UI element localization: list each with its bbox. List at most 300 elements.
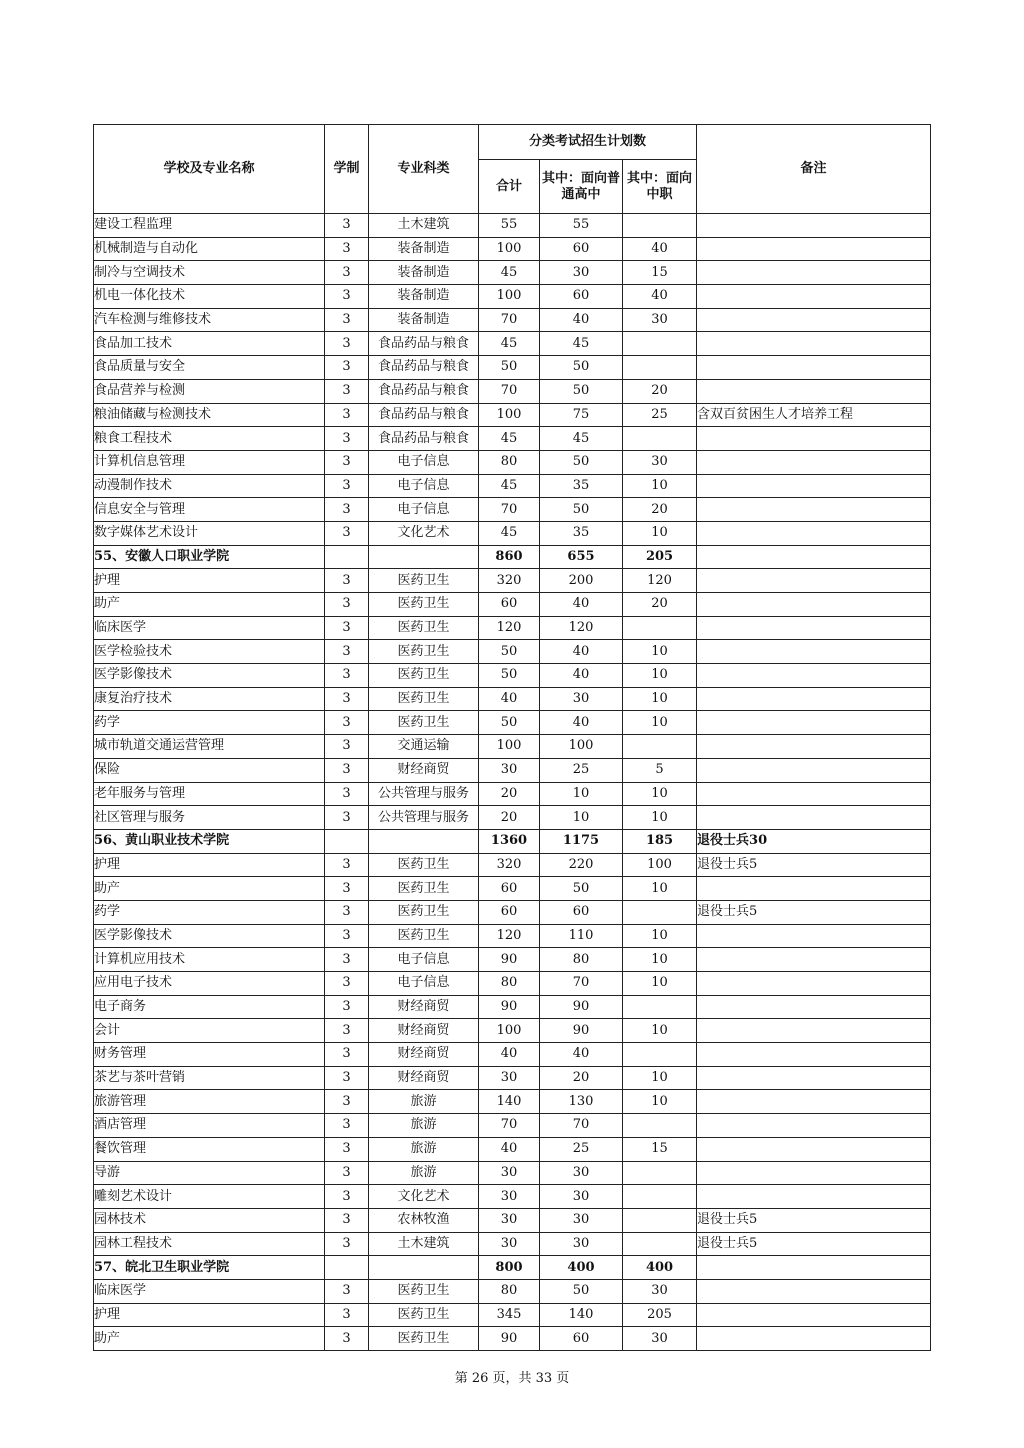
header-category: 专业科类 [369,125,479,214]
name-cell: 动漫制作技术 [94,474,325,498]
duration-cell: 3 [325,237,369,261]
vocational-cell: 10 [623,806,697,830]
vocational-cell: 10 [623,924,697,948]
note-cell [697,640,931,664]
total-cell: 100 [479,735,540,759]
duration-cell: 3 [325,735,369,759]
general-hs-cell: 50 [540,356,623,380]
name-cell: 计算机应用技术 [94,948,325,972]
general-hs-cell: 130 [540,1090,623,1114]
note-cell [697,214,931,238]
table-row [94,498,931,522]
vocational-cell: 20 [623,498,697,522]
category-cell: 医药卫生 [369,1279,479,1303]
table-row [94,1232,931,1256]
total-cell: 30 [479,1232,540,1256]
table-row [94,403,931,427]
duration-cell: 3 [325,521,369,545]
note-cell [697,1279,931,1303]
vocational-cell [623,995,697,1019]
general-hs-cell: 70 [540,1114,623,1138]
general-hs-cell: 90 [540,995,623,1019]
table-row [94,758,931,782]
table-row [94,593,931,617]
category-cell: 电子信息 [369,450,479,474]
header-total: 合计 [479,160,540,214]
table-row [94,356,931,380]
table-row [94,616,931,640]
general-hs-cell: 220 [540,853,623,877]
general-hs-cell: 50 [540,498,623,522]
general-hs-cell: 90 [540,1019,623,1043]
vocational-cell [623,356,697,380]
category-cell: 文化艺术 [369,1185,479,1209]
category-cell: 装备制造 [369,285,479,309]
name-cell: 医学影像技术 [94,924,325,948]
vocational-cell: 5 [623,758,697,782]
note-cell: 退役士兵5 [697,900,931,924]
vocational-cell: 185 [623,829,697,853]
note-cell [697,1161,931,1185]
category-cell: 医药卫生 [369,900,479,924]
general-hs-cell: 50 [540,1279,623,1303]
name-cell: 55、安徽人口职业学院 [94,545,325,569]
category-cell: 装备制造 [369,308,479,332]
note-cell [697,285,931,309]
total-cell: 320 [479,853,540,877]
vocational-cell: 120 [623,569,697,593]
general-hs-cell: 30 [540,1208,623,1232]
total-cell: 90 [479,995,540,1019]
total-cell: 45 [479,261,540,285]
table-row [94,1208,931,1232]
table-row [94,450,931,474]
note-cell [697,569,931,593]
general-hs-cell: 655 [540,545,623,569]
header-notes: 备注 [697,125,931,214]
total-cell: 60 [479,900,540,924]
total-cell: 345 [479,1303,540,1327]
duration-cell: 3 [325,593,369,617]
general-hs-cell: 40 [540,664,623,688]
category-cell: 农林牧渔 [369,1208,479,1232]
general-hs-cell: 60 [540,285,623,309]
category-cell: 财经商贸 [369,1043,479,1067]
duration-cell: 3 [325,924,369,948]
table-row [94,1327,931,1351]
note-cell [697,616,931,640]
general-hs-cell: 60 [540,900,623,924]
total-cell: 50 [479,356,540,380]
vocational-cell: 10 [623,521,697,545]
header-duration: 学制 [325,125,369,214]
duration-cell: 3 [325,1327,369,1351]
duration-cell: 3 [325,995,369,1019]
total-cell: 70 [479,379,540,403]
name-cell: 园林工程技术 [94,1232,325,1256]
general-hs-cell: 30 [540,1232,623,1256]
total-cell: 100 [479,1019,540,1043]
note-cell: 退役士兵5 [697,853,931,877]
category-cell: 医药卫生 [369,924,479,948]
category-cell: 公共管理与服务 [369,782,479,806]
duration-cell: 3 [325,948,369,972]
note-cell [697,664,931,688]
note-cell: 退役士兵30 [697,829,931,853]
name-cell: 园林技术 [94,1208,325,1232]
category-cell: 医药卫生 [369,1327,479,1351]
name-cell: 护理 [94,569,325,593]
vocational-cell: 15 [623,261,697,285]
general-hs-cell: 30 [540,261,623,285]
duration-cell [325,1256,369,1280]
table-row [94,1161,931,1185]
note-cell [697,1137,931,1161]
name-cell: 医学影像技术 [94,664,325,688]
note-cell [697,1090,931,1114]
table-row [94,427,931,451]
general-hs-cell: 30 [540,1161,623,1185]
name-cell: 信息安全与管理 [94,498,325,522]
general-hs-cell: 140 [540,1303,623,1327]
table-row [94,664,931,688]
duration-cell: 3 [325,806,369,830]
vocational-cell: 10 [623,474,697,498]
name-cell: 计算机信息管理 [94,450,325,474]
name-cell: 城市轨道交通运营管理 [94,735,325,759]
duration-cell: 3 [325,640,369,664]
duration-cell [325,545,369,569]
vocational-cell: 25 [623,403,697,427]
vocational-cell: 10 [623,972,697,996]
total-cell: 55 [479,214,540,238]
name-cell: 餐饮管理 [94,1137,325,1161]
category-cell: 电子信息 [369,948,479,972]
general-hs-cell: 40 [540,593,623,617]
table-row [94,782,931,806]
general-hs-cell: 50 [540,877,623,901]
total-cell: 90 [479,948,540,972]
total-cell: 100 [479,237,540,261]
name-cell: 机械制造与自动化 [94,237,325,261]
table-row [94,569,931,593]
total-cell: 30 [479,1066,540,1090]
note-cell [697,1303,931,1327]
duration-cell: 3 [325,853,369,877]
name-cell: 建设工程监理 [94,214,325,238]
general-hs-cell: 400 [540,1256,623,1280]
duration-cell: 3 [325,616,369,640]
vocational-cell [623,900,697,924]
duration-cell: 3 [325,972,369,996]
vocational-cell [623,1208,697,1232]
vocational-cell: 30 [623,308,697,332]
total-cell: 30 [479,758,540,782]
name-cell: 药学 [94,711,325,735]
duration-cell: 3 [325,1185,369,1209]
general-hs-cell: 40 [540,711,623,735]
category-cell: 文化艺术 [369,521,479,545]
name-cell: 社区管理与服务 [94,806,325,830]
total-cell: 860 [479,545,540,569]
total-cell: 30 [479,1208,540,1232]
table-row [94,806,931,830]
general-hs-cell: 30 [540,1185,623,1209]
category-cell: 装备制造 [369,261,479,285]
name-cell: 护理 [94,853,325,877]
category-cell: 医药卫生 [369,853,479,877]
duration-cell: 3 [325,261,369,285]
vocational-cell: 10 [623,664,697,688]
duration-cell: 3 [325,308,369,332]
note-cell [697,972,931,996]
name-cell: 护理 [94,1303,325,1327]
vocational-cell: 10 [623,711,697,735]
vocational-cell [623,735,697,759]
note-cell [697,806,931,830]
category-cell: 财经商贸 [369,758,479,782]
note-cell [697,877,931,901]
name-cell: 医学检验技术 [94,640,325,664]
total-cell: 60 [479,593,540,617]
general-hs-cell: 35 [540,521,623,545]
vocational-cell [623,1161,697,1185]
name-cell: 助产 [94,1327,325,1351]
category-cell: 旅游 [369,1114,479,1138]
category-cell: 医药卫生 [369,687,479,711]
table-row [94,1066,931,1090]
note-cell [697,1114,931,1138]
table-row [94,853,931,877]
name-cell: 临床医学 [94,1279,325,1303]
total-cell: 320 [479,569,540,593]
header-vocational: 其中：面向中职 [623,160,697,214]
name-cell: 食品加工技术 [94,332,325,356]
category-cell [369,1256,479,1280]
vocational-cell: 30 [623,1327,697,1351]
note-cell [697,1066,931,1090]
duration-cell: 3 [325,1303,369,1327]
table-row [94,379,931,403]
duration-cell: 3 [325,1279,369,1303]
total-cell: 45 [479,427,540,451]
duration-cell: 3 [325,450,369,474]
name-cell: 粮食工程技术 [94,427,325,451]
general-hs-cell: 120 [540,616,623,640]
note-cell [697,261,931,285]
total-cell: 80 [479,450,540,474]
name-cell: 财务管理 [94,1043,325,1067]
total-cell: 100 [479,285,540,309]
table-row [94,1043,931,1067]
note-cell [697,948,931,972]
vocational-cell: 10 [623,877,697,901]
category-cell: 医药卫生 [369,640,479,664]
note-cell [697,474,931,498]
note-cell [697,995,931,1019]
note-cell: 含双百贫困生人才培养工程 [697,403,931,427]
category-cell: 医药卫生 [369,711,479,735]
name-cell: 会计 [94,1019,325,1043]
total-cell: 140 [479,1090,540,1114]
vocational-cell: 10 [623,1090,697,1114]
vocational-cell: 10 [623,782,697,806]
total-cell: 40 [479,1043,540,1067]
table-row [94,474,931,498]
vocational-cell [623,1114,697,1138]
table-row [94,285,931,309]
note-cell [697,427,931,451]
name-cell: 老年服务与管理 [94,782,325,806]
category-cell: 医药卫生 [369,1303,479,1327]
note-cell [697,735,931,759]
note-cell: 退役士兵5 [697,1208,931,1232]
vocational-cell [623,427,697,451]
header-school-major: 学校及专业名称 [94,125,325,214]
duration-cell: 3 [325,782,369,806]
table-row [94,214,931,238]
vocational-cell: 40 [623,285,697,309]
duration-cell: 3 [325,356,369,380]
note-cell [697,521,931,545]
note-cell [697,593,931,617]
note-cell [697,237,931,261]
category-cell: 医药卫生 [369,616,479,640]
duration-cell: 3 [325,1114,369,1138]
table-row [94,261,931,285]
total-cell: 1360 [479,829,540,853]
category-cell: 土木建筑 [369,214,479,238]
total-cell: 80 [479,972,540,996]
total-cell: 60 [479,877,540,901]
duration-cell: 3 [325,1208,369,1232]
name-cell: 机电一体化技术 [94,285,325,309]
header-general-hs: 其中：面向普通高中 [540,160,623,214]
note-cell [697,1185,931,1209]
category-cell: 食品药品与粮食 [369,356,479,380]
note-cell [697,758,931,782]
vocational-cell: 40 [623,237,697,261]
vocational-cell: 400 [623,1256,697,1280]
general-hs-cell: 45 [540,332,623,356]
total-cell: 70 [479,498,540,522]
duration-cell: 3 [325,1137,369,1161]
name-cell: 制冷与空调技术 [94,261,325,285]
general-hs-cell: 10 [540,782,623,806]
table-row [94,640,931,664]
general-hs-cell: 45 [540,427,623,451]
general-hs-cell: 40 [540,640,623,664]
vocational-cell: 10 [623,687,697,711]
duration-cell: 3 [325,403,369,427]
general-hs-cell: 75 [540,403,623,427]
total-cell: 45 [479,521,540,545]
total-cell: 45 [479,474,540,498]
note-cell [697,545,931,569]
vocational-cell: 10 [623,640,697,664]
name-cell: 电子商务 [94,995,325,1019]
school-row [94,829,931,853]
name-cell: 助产 [94,593,325,617]
table-row [94,900,931,924]
duration-cell: 3 [325,1090,369,1114]
general-hs-cell: 80 [540,948,623,972]
note-cell [697,924,931,948]
note-cell [697,1019,931,1043]
duration-cell: 3 [325,1232,369,1256]
vocational-cell [623,214,697,238]
table-row [94,1114,931,1138]
category-cell: 土木建筑 [369,1232,479,1256]
total-cell: 30 [479,1161,540,1185]
table-row [94,995,931,1019]
table-row [94,308,931,332]
name-cell: 酒店管理 [94,1114,325,1138]
duration-cell [325,829,369,853]
vocational-cell: 30 [623,450,697,474]
name-cell: 雕刻艺术设计 [94,1185,325,1209]
total-cell: 20 [479,782,540,806]
general-hs-cell: 30 [540,687,623,711]
vocational-cell: 100 [623,853,697,877]
vocational-cell: 10 [623,1066,697,1090]
general-hs-cell: 20 [540,1066,623,1090]
duration-cell: 3 [325,498,369,522]
duration-cell: 3 [325,1043,369,1067]
category-cell: 食品药品与粮食 [369,403,479,427]
duration-cell: 3 [325,1066,369,1090]
note-cell [697,308,931,332]
table-row [94,948,931,972]
table-row [94,924,931,948]
category-cell: 装备制造 [369,237,479,261]
name-cell: 药学 [94,900,325,924]
table-row [94,1090,931,1114]
duration-cell: 3 [325,664,369,688]
name-cell: 粮油储藏与检测技术 [94,403,325,427]
category-cell [369,545,479,569]
category-cell: 旅游 [369,1137,479,1161]
general-hs-cell: 50 [540,379,623,403]
duration-cell: 3 [325,214,369,238]
vocational-cell: 10 [623,948,697,972]
total-cell: 30 [479,1185,540,1209]
vocational-cell: 15 [623,1137,697,1161]
table-body [94,214,931,1351]
header-plan-group: 分类考试招生计划数 [479,125,697,160]
vocational-cell: 10 [623,1019,697,1043]
name-cell: 导游 [94,1161,325,1185]
note-cell [697,711,931,735]
vocational-cell [623,1185,697,1209]
note-cell [697,782,931,806]
note-cell [697,379,931,403]
duration-cell: 3 [325,427,369,451]
general-hs-cell: 35 [540,474,623,498]
name-cell: 57、皖北卫生职业学院 [94,1256,325,1280]
category-cell: 旅游 [369,1161,479,1185]
total-cell: 120 [479,616,540,640]
general-hs-cell: 110 [540,924,623,948]
category-cell: 食品药品与粮食 [369,332,479,356]
general-hs-cell: 40 [540,1043,623,1067]
table-row [94,332,931,356]
note-cell [697,1043,931,1067]
name-cell: 茶艺与茶叶营销 [94,1066,325,1090]
duration-cell: 3 [325,900,369,924]
note-cell [697,332,931,356]
vocational-cell [623,1232,697,1256]
